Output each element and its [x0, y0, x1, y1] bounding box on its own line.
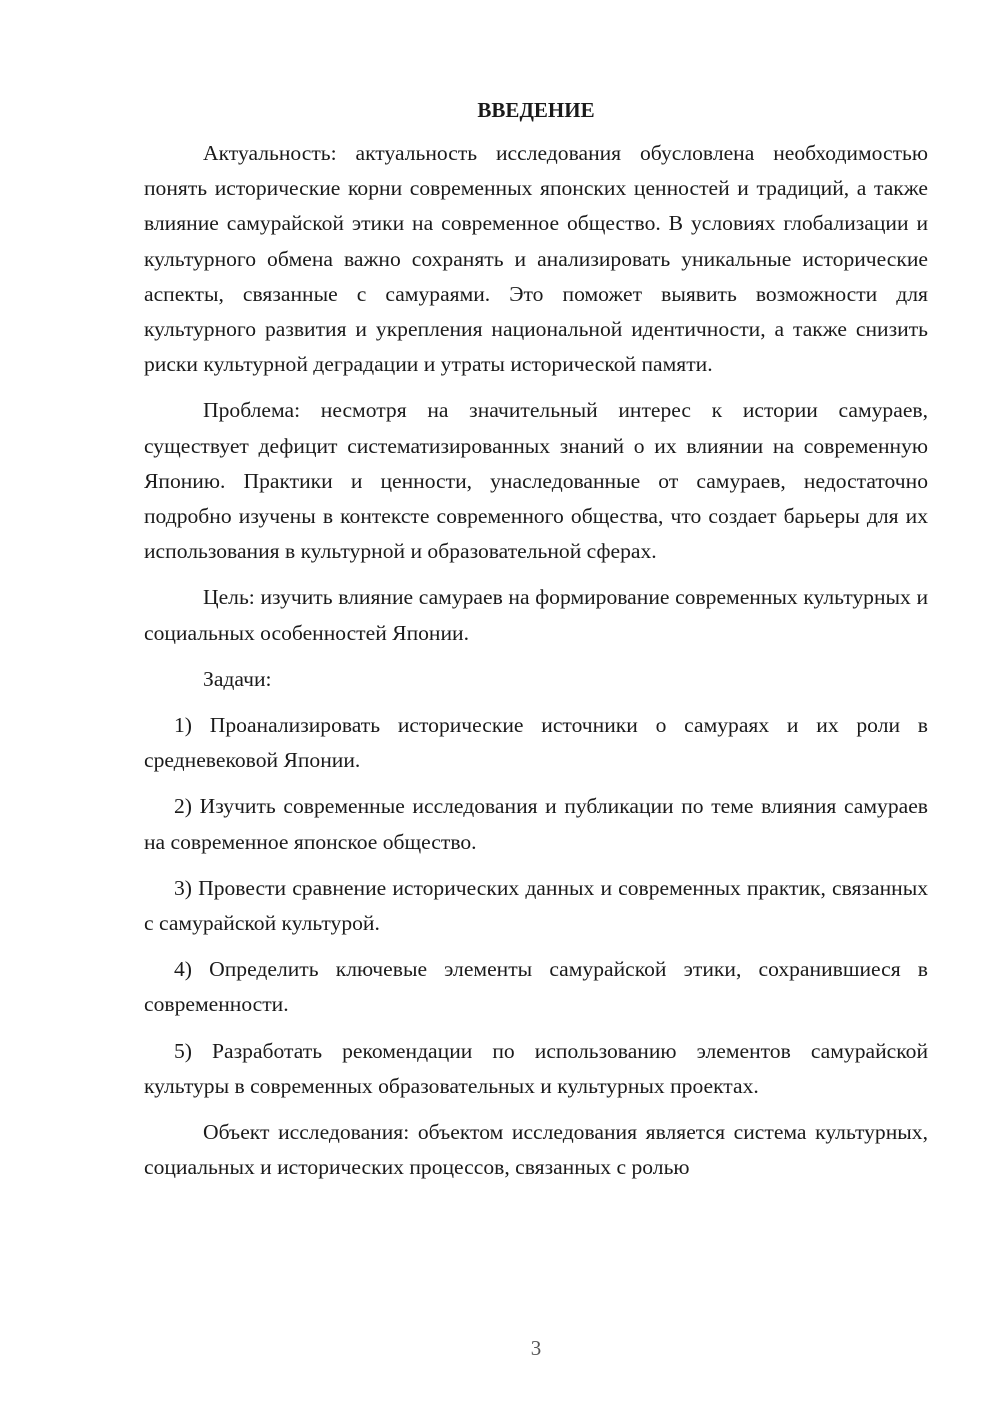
- paragraph-object: Объект исследования: объектом исследования является система культурных, социальных и исторических процессов, связанных с ролью: [144, 1120, 928, 1180]
- task-item-3: 3) Провести сравнение исторических данных и современных практик, связанных с самурайской культурой.: [144, 875, 928, 936]
- paragraph-tasks-heading: Задачи:: [203, 666, 272, 691]
- paragraph-problem: Проблема: несмотря на значительный интерес к истории самураев, существует дефицит систематизированных знаний о их влиянии на современную Японию. Практики и ценности, унаследованные от самураев, недостаточно подробно изучены в контексте современного общества, что создает барьеры для их использования в культурной и образовательной сферах.: [144, 398, 928, 564]
- paragraph-relevance: Актуальность: актуальность исследования обусловлена необходимостью понять исторические корни современных японских ценностей и традиций, а также влияние самурайской этики на современное общество. В условиях глобализации и культурного обмена важно сохранять и анализировать уникальные исторические аспекты, связанные с самураями. Это поможет выявить возможности для культурного развития и укрепления национальной идентичности, а также снизить риски культурной деградации и утраты исторической памяти.: [144, 141, 928, 377]
- task-item-1: 1) Проанализировать исторические источники о самураях и их роли в средневековой Японии.: [144, 713, 928, 773]
- task-item-5: 5) Разработать рекомендации по использованию элементов самурайской культуры в современных образовательных и культурных проектах.: [144, 1038, 928, 1098]
- paragraph-goal: Цель: изучить влияние самураев на формирование современных культурных и социальных особенностей Японии.: [144, 585, 928, 645]
- task-item-4: 4) Определить ключевые элементы самурайской этики, сохранившиеся в современности.: [144, 957, 928, 1017]
- page-number: 3: [530, 1336, 542, 1360]
- page-body: [144, 96, 928, 1196]
- section-title: ВВЕДЕНИЕ: [477, 98, 595, 122]
- task-item-2: 2) Изучить современные исследования и публикации по теме влияния самураев на современное японское общество.: [144, 794, 928, 854]
